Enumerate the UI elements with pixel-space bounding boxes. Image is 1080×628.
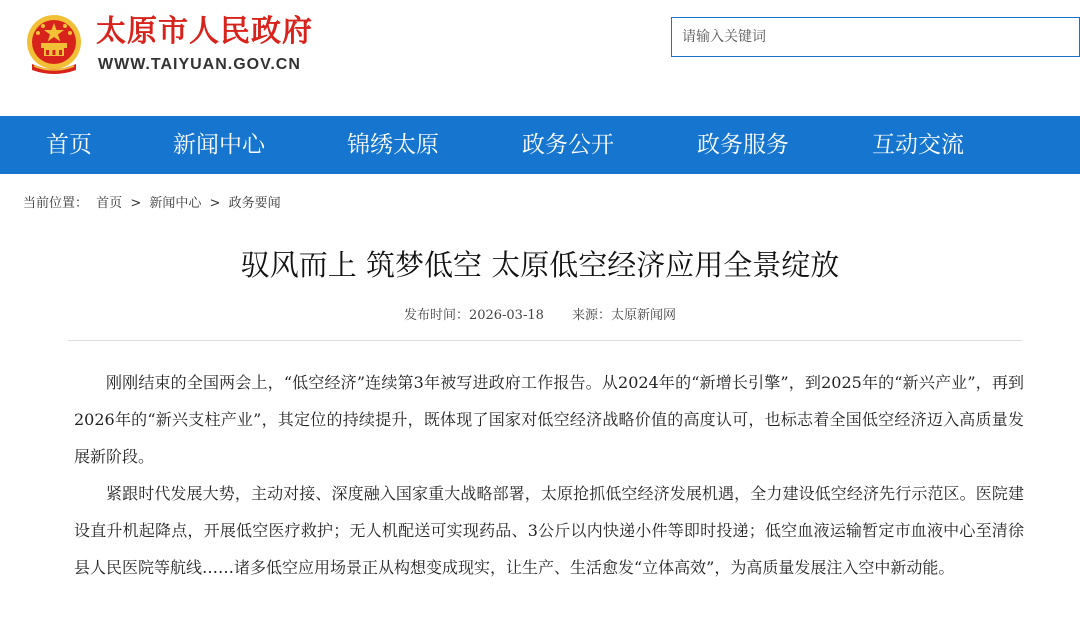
national-emblem-icon[interactable] [22, 12, 86, 76]
search-box [671, 17, 1080, 57]
article-body [74, 364, 1024, 586]
breadcrumb-item-news-center[interactable]: 新闻中心 [149, 196, 202, 211]
breadcrumb-separator: > [130, 196, 142, 211]
site-title[interactable]: 太原市人民政府 [96, 14, 313, 49]
breadcrumb-item-home[interactable]: 首页 [96, 196, 123, 211]
breadcrumb [23, 192, 285, 211]
breadcrumb-item-government-news[interactable]: 政务要闻 [228, 196, 281, 211]
article-title: 驭风而上 筑梦低空 太原低空经济应用全景绽放 [240, 248, 840, 282]
breadcrumb-separator: > [209, 196, 221, 211]
nav-item-home[interactable]: 首页 [46, 132, 92, 158]
site-url: WWW.TAIYUAN.GOV.CN [98, 56, 301, 73]
publish-date: 发布时间：2026-03-18 [403, 308, 544, 323]
search-input[interactable] [672, 18, 1079, 56]
article-paragraph: 紧跟时代发展大势，主动对接、深度融入国家重大战略部署，太原抢抓低空经济发展机遇，全力建设低空经济先行示范区。医院建设直升机起降点，开展低空医疗救护；无人机配送可实现药品、3公斤以内快递小件等即时投递；低空血液运输暂定市血液中心至清徐县人民医院等航线……诸多低空应用场景正从构想变成现实，让生产、生活愈发“立体高效”，为高质量发展注入空中新动能。 [74, 484, 1024, 577]
nav-item-government-services[interactable]: 政务服务 [697, 132, 789, 158]
article-meta [0, 304, 1080, 323]
divider [68, 340, 1022, 341]
nav-item-jinxiu-taiyuan[interactable]: 锦绣太原 [347, 132, 439, 158]
site-header [0, 0, 1080, 116]
nav-item-news-center[interactable]: 新闻中心 [173, 132, 265, 158]
nav-item-government-affairs[interactable]: 政务公开 [522, 132, 614, 158]
breadcrumb-prefix: 当前位置： [23, 196, 89, 211]
nav-item-interaction[interactable]: 互动交流 [872, 132, 964, 158]
article-paragraph: 刚刚结束的全国两会上，“低空经济”连续第3年被写进政府工作报告。从2024年的“新增长引擎”，到2025年的“新兴产业”，再到2026年的“新兴支柱产业”，其定位的持续提升，既体现了国家对低空经济战略价值的高度认可，也标志着全国低空经济迈入高质量发展新阶段。 [74, 373, 1024, 466]
main-nav [0, 116, 1080, 174]
article-source: 来源：太原新闻网 [572, 308, 677, 323]
